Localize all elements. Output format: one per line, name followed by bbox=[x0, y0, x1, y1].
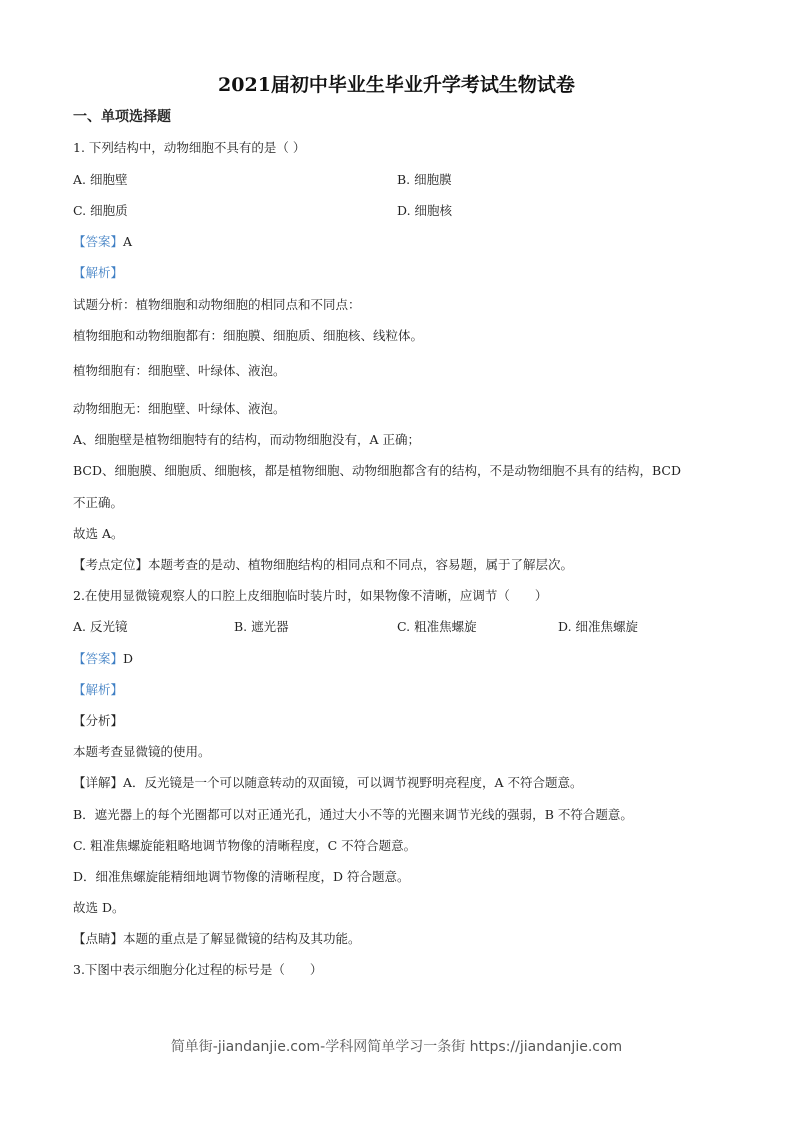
q2-answer bbox=[73, 650, 133, 668]
q2-analysis-line: 故选 D。 bbox=[73, 900, 125, 915]
q1-analysis-line: A、细胞壁是植物细胞特有的结构，而动物细胞没有，A 正确； bbox=[73, 432, 421, 447]
q2-analysis-line: 【详解】A．反光镜是一个可以随意转动的双面镜，可以调节视野明亮程度，A 不符合题意。 bbox=[73, 775, 583, 790]
q1-analysis-line: 植物细胞有：细胞壁、叶绿体、液泡。 bbox=[73, 363, 286, 378]
q2-analysis-line: C. 粗准焦螺旋能粗略地调节物像的清晰程度，C 不符合题意。 bbox=[73, 838, 417, 853]
q2-analysis-line: 本题考查显微镜的使用。 bbox=[73, 744, 211, 759]
q1-analysis-label: 【解析】 bbox=[73, 265, 124, 280]
footer-watermark: 简单街-jiandanjie.com-学科网简单学习一条街 https://jiandanjie.com bbox=[170, 1039, 623, 1055]
answer-value: A bbox=[123, 234, 133, 249]
answer-label: 【答案】 bbox=[73, 234, 124, 249]
q1-option-a: A. 细胞壁 bbox=[73, 172, 128, 187]
q1-analysis-line: 【考点定位】本题考查的是动、植物细胞结构的相同点和不同点，容易题，属于了解层次。 bbox=[73, 557, 574, 572]
section-heading: 一、单项选择题 bbox=[73, 109, 171, 125]
q2-option-c: C. 粗准焦螺旋 bbox=[397, 619, 477, 634]
q1-option-c: C. 细胞质 bbox=[73, 203, 128, 218]
q2-option-a: A. 反光镜 bbox=[73, 619, 128, 634]
q2-analysis-line: B．遮光器上的每个光圈都可以对正通光孔，通过大小不等的光圈来调节光线的强弱，B 不符合题意。 bbox=[73, 807, 633, 822]
q2-analysis-line: D．细准焦螺旋能精细地调节物像的清晰程度，D 符合题意。 bbox=[73, 869, 410, 884]
q2-option-d: D. 细准焦螺旋 bbox=[558, 619, 639, 634]
q2-analysis-line: 【分析】 bbox=[73, 713, 124, 728]
q1-analysis-line: BCD、细胞膜、细胞质、细胞核，都是植物细胞、动物细胞都含有的结构，不是动物细胞不具有的结构，BCD bbox=[73, 463, 682, 478]
q2-analysis-label: 【解析】 bbox=[73, 682, 124, 697]
q2-option-b: B. 遮光器 bbox=[234, 619, 289, 634]
q1-analysis-line: 试题分析：植物细胞和动物细胞的相同点和不同点： bbox=[73, 297, 361, 312]
q2-analysis-line: 【点睛】本题的重点是了解显微镜的结构及其功能。 bbox=[73, 931, 361, 946]
answer-value: D bbox=[123, 651, 134, 666]
document-title: 2021届初中毕业生毕业升学考试生物试卷 bbox=[218, 74, 575, 96]
q1-analysis-line: 不正确。 bbox=[73, 495, 124, 510]
q1-option-b: B. 细胞膜 bbox=[397, 172, 452, 187]
q1-stem: 1. 下列结构中，动物细胞不具有的是（ ） bbox=[73, 140, 306, 155]
answer-label: 【答案】 bbox=[73, 651, 124, 666]
q1-analysis-line: 故选 A。 bbox=[73, 526, 124, 541]
q3-stem: 3.下图中表示细胞分化过程的标号是（ ） bbox=[73, 962, 323, 977]
q1-analysis-line: 动物细胞无：细胞壁、叶绿体、液泡。 bbox=[73, 401, 286, 416]
q1-option-d: D. 细胞核 bbox=[397, 203, 453, 218]
q1-analysis-line: 植物细胞和动物细胞都有：细胞膜、细胞质、细胞核、线粒体。 bbox=[73, 328, 424, 343]
q2-stem: 2.在使用显微镜观察人的口腔上皮细胞临时装片时，如果物像不清晰，应调节（ ） bbox=[73, 588, 548, 603]
q1-answer bbox=[73, 233, 132, 251]
